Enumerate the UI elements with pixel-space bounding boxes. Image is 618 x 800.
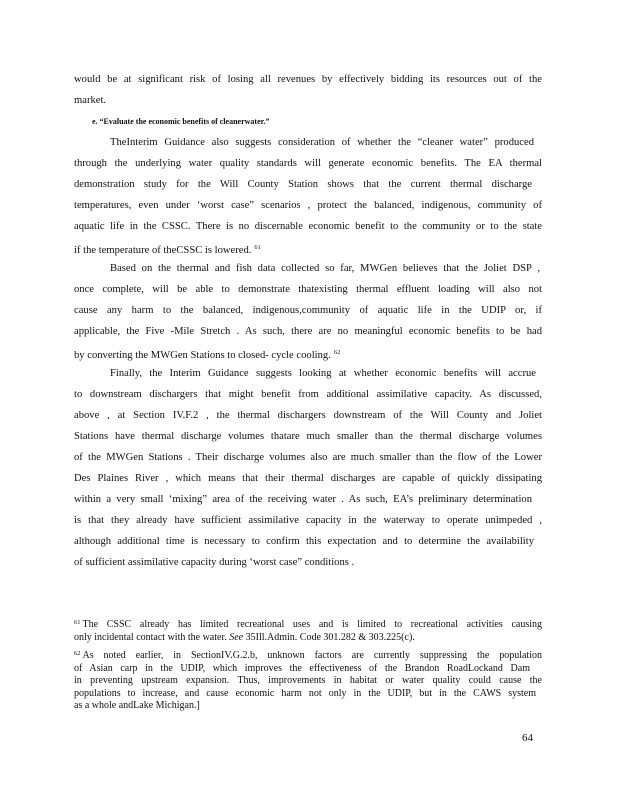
- paragraph-line: [74, 241, 542, 258]
- footnote-line: [74, 632, 542, 645]
- paragraph-line: once complete, will be able to demonstrate thatexisting thermal effluent loading will also not: [74, 284, 542, 295]
- paragraph-line: Finally, the Interim Guidance suggests looking at whether economic benefits will accrue: [110, 368, 536, 379]
- body-line: would be at significant risk of losing all revenues by effectively bidding its resources out of the: [74, 74, 542, 85]
- footnote-line: populations to increase, and cause economic harm not only in the UDIP, but in the CAWS system: [74, 687, 536, 699]
- footnote-text: The CSSC already has limited recreational uses and is limited to recreational activities causing: [82, 619, 542, 630]
- footnote-61: [74, 617, 542, 644]
- paragraph-line: Des Plaines River , which means that their thermal discharges are capable of quickly dissipating: [74, 473, 542, 484]
- section-heading: e. “Evaluate the economic benefits of cleanerwater.”: [92, 117, 270, 126]
- citation-signal: See: [229, 631, 244, 643]
- page-number: 64: [522, 732, 533, 744]
- paragraph-line: [74, 346, 542, 363]
- footnote-text: As noted earlier, in SectionIV.G.2.b, unknown factors are currently suppressing the population: [82, 650, 542, 661]
- paragraph-line: above , at Section IV.F.2 , the thermal dischargers downstream of the Will County and Joliet: [74, 410, 542, 421]
- footnote-number: 62: [74, 650, 81, 657]
- paragraph-line: through the underlying water quality standards will generate economic benefits. The EA thermal: [74, 158, 542, 169]
- paragraph-line: Stations have thermal discharge volumes thatare much smaller than the thermal discharge volumes: [74, 431, 542, 442]
- paragraph-line: is that they already have sufficient assimilative capacity in the waterway to operate unimpeded ,: [74, 515, 542, 526]
- paragraph-line: applicable, the Five -Mile Stretch . As such, there are no meaningful economic benefits to be had: [74, 326, 542, 337]
- paragraph-line: TheInterim Guidance also suggests consideration of whether the “cleaner water” produced: [110, 137, 534, 148]
- footnote-62: [74, 648, 542, 713]
- paragraph-text: by converting the MWGen Stations to closed- cycle cooling.: [74, 350, 331, 361]
- footnote-text: only incidental contact with the water.: [74, 631, 230, 643]
- footnote-line: in preventing upstream expansion. Thus, improvements in habitat or water quality could cause the: [74, 675, 542, 686]
- footnote-line: [74, 648, 542, 663]
- footnote-ref-62[interactable]: 62: [333, 349, 341, 356]
- paragraph-line: temperatures, even under ‘worst case” scenarios , protect the balanced, indigenous, community of: [74, 200, 542, 211]
- body-line: market.: [74, 95, 107, 106]
- paragraph-line: Based on the thermal and fish data collected so far, MWGen believes that the Joliet DSP ,: [110, 263, 540, 274]
- paragraph-line: cause any harm to the balanced, indigenous,community of aquatic life in the UDIP or, if: [74, 305, 542, 316]
- footnote-ref-61[interactable]: 61: [254, 244, 261, 251]
- footnote-number: 61: [74, 619, 81, 626]
- paragraph-line: although additional time is necessary to confirm this expectation and to determine the availability: [74, 536, 534, 547]
- paragraph-text: if the temperature of theCSSC is lowered.: [74, 245, 252, 256]
- footnote-line: as a whole andLake Michigan.]: [74, 700, 200, 711]
- paragraph-line: to downstream dischargers that might benefit from additional assimilative capacity. As discussed,: [74, 389, 542, 400]
- paragraph-line: demonstration study for the Will County Station shows that the current thermal discharge: [74, 179, 532, 190]
- footnote-text: 35Ill.Admin. Code 301.282 & 303.225(c).: [243, 631, 415, 643]
- paragraph-line: of the MWGen Stations . Their discharge volumes also are much smaller than the flow of the Lower: [74, 452, 542, 463]
- paragraph-line: within a very small ‘mixing” area of the receiving water . As such, EA’s preliminary determination: [74, 494, 532, 505]
- paragraph-line: aquatic life in the CSSC. There is no discernable economic benefit to the community or to the state: [74, 221, 542, 232]
- paragraph-line: of sufficient assimilative capacity during ‘worst case” conditions .: [74, 557, 355, 568]
- footnote-line: of Asian carp in the UDIP, which improves the effectiveness of the Brandon RoadLockand Dam: [74, 662, 530, 674]
- footnote-line: [74, 617, 542, 632]
